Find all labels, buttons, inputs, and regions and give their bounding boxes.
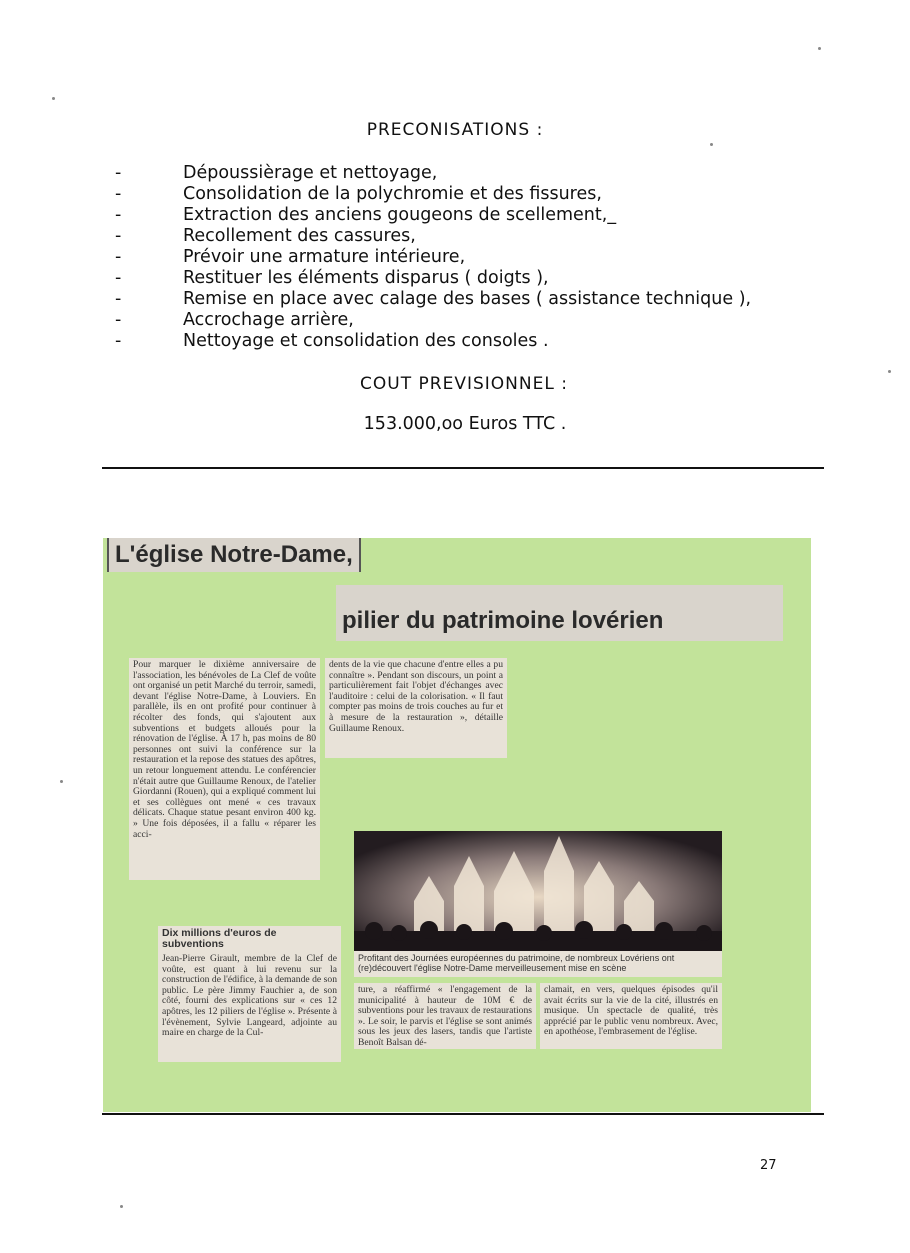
article-text: ture, a réaffirmé « l'engagement de la municipalité à hauteur de 10M € de subventions pour les travaux de restaurations ». Le soir, le parvis et l'église se sont animés sous les jeux des lasers, tandis que l'artiste Benoît Balsan dé- <box>358 984 532 1048</box>
article-column-3 <box>158 926 341 1062</box>
list-item-text: Restituer les éléments disparus ( doigts ), <box>183 268 549 288</box>
list-item-text: Remise en place avec calage des bases ( assistance technique ), <box>183 289 752 309</box>
article-text: Jean-Pierre Girault, membre de la Clef de voûte, est quant à lui revenu sur la construction de l'édifice, à la demande de son public. Le père Jimmy Fauchier a, de son côté, fourni des explications sur « ces 12 apôtres, les 12 piliers de l'église ». Présente à l'évènement, Sylvie Langeard, adjointe au maire en charge de la Cul- <box>162 953 337 1039</box>
list-item <box>115 226 751 247</box>
bullet-dash: - <box>115 184 122 204</box>
article-column-2 <box>325 658 507 758</box>
list-item-text: Nettoyage et consolidation des consoles . <box>183 331 549 351</box>
list-item <box>115 247 751 268</box>
bottom-divider <box>102 1113 824 1115</box>
list-item <box>115 310 751 331</box>
bullet-dash: - <box>115 289 122 309</box>
scan-speck <box>52 97 55 100</box>
bullet-dash: - <box>115 310 122 330</box>
article-text: clamait, en vers, quelques épisodes qu'il avait écrits sur la vie de la cité, illustrés en musique. Un spectacle de qualité, très apprécié par le public venu nombreux. Avec, en apothéose, l'embrasement de l'église. <box>544 984 718 1038</box>
list-item-text: Recollement des cassures, <box>183 226 416 246</box>
article-text: dents de la vie que chacune d'entre elles a pu connaître ». Pendant son discours, un point a particulièrement fait l'objet d'échanges avec l'auditoire : celui de la colorisation. « Il faut compter pas moins de trois couches au fur et à mesure de la restauration », détaille Guillaume Renoux. <box>329 659 503 734</box>
cost-amount: 153.000,oo Euros TTC . <box>363 414 567 434</box>
page-title: PRECONISATIONS : <box>366 120 544 140</box>
newspaper-clipping <box>103 538 811 1112</box>
scan-speck <box>60 780 63 783</box>
preconisations-list <box>115 163 751 352</box>
scan-speck <box>120 1205 123 1208</box>
list-item-text: Dépoussièrage et nettoyage, <box>183 163 438 183</box>
article-column-4 <box>354 983 536 1049</box>
clipping-headline: L'église Notre-Dame, <box>107 538 361 572</box>
article-subhead: Dix millions d'euros de subventions <box>162 927 277 950</box>
article-text: Pour marquer le dixième anniversaire de l'association, les bénévoles de La Clef de voûte ont organisé un petit Marché du terroir, samedi, devant l'église Notre-Dame, à Louviers. En parallèle, ils en ont profité pour continuer à récolter des fonds, qui s'ajoutent aux subventions et budgets alloués pour la rénovation de l'église. À 17 h, pas moins de 80 personnes ont suivi la conférence sur la restauration et la repose des statues des apôtres, un retour longuement attendu. Le conférencier n'était autre que Guillaume Renoux, de l'atelier Giordanni (Rouen), qui a expliqué comment lui et ses collègues ont mené « ces travaux délicats. Chaque statue pesant environ 400 kg. » Une fois déposées, il a fallu « réparer les acci- <box>133 659 316 840</box>
scan-speck <box>888 370 891 373</box>
list-item-text: Accrochage arrière, <box>183 310 354 330</box>
list-item <box>115 163 751 184</box>
bullet-dash: - <box>115 268 122 288</box>
list-item <box>115 331 751 352</box>
cost-heading: COUT PREVISIONNEL : <box>360 374 568 394</box>
list-item-text: Consolidation de la polychromie et des fissures, <box>183 184 602 204</box>
list-item <box>115 184 751 205</box>
photo-caption: Profitant des Journées européennes du patrimoine, de nombreux Lovériens ont (re)découvert l'église Notre-Dame merveilleusement mise en scène <box>354 951 722 977</box>
bullet-dash: - <box>115 247 122 267</box>
list-item <box>115 268 751 289</box>
article-column-5 <box>540 983 722 1049</box>
list-item <box>115 289 751 310</box>
list-item-text: Extraction des anciens gougeons de scellement,_ <box>183 205 617 225</box>
bullet-dash: - <box>115 205 122 225</box>
church-illumination-image <box>354 831 722 951</box>
bullet-dash: - <box>115 163 122 183</box>
list-item <box>115 205 751 226</box>
scan-speck <box>710 143 713 146</box>
church-night-photo <box>354 831 722 951</box>
bullet-dash: - <box>115 226 122 246</box>
clipping-subheadline-box <box>336 585 783 641</box>
scan-speck <box>818 47 821 50</box>
article-column-1 <box>129 658 320 880</box>
bullet-dash: - <box>115 331 122 351</box>
list-item-text: Prévoir une armature intérieure, <box>183 247 466 267</box>
top-divider <box>102 467 824 469</box>
page-number: 27 <box>760 1158 777 1173</box>
clipping-subheadline: pilier du patrimoine lovérien <box>342 607 664 634</box>
